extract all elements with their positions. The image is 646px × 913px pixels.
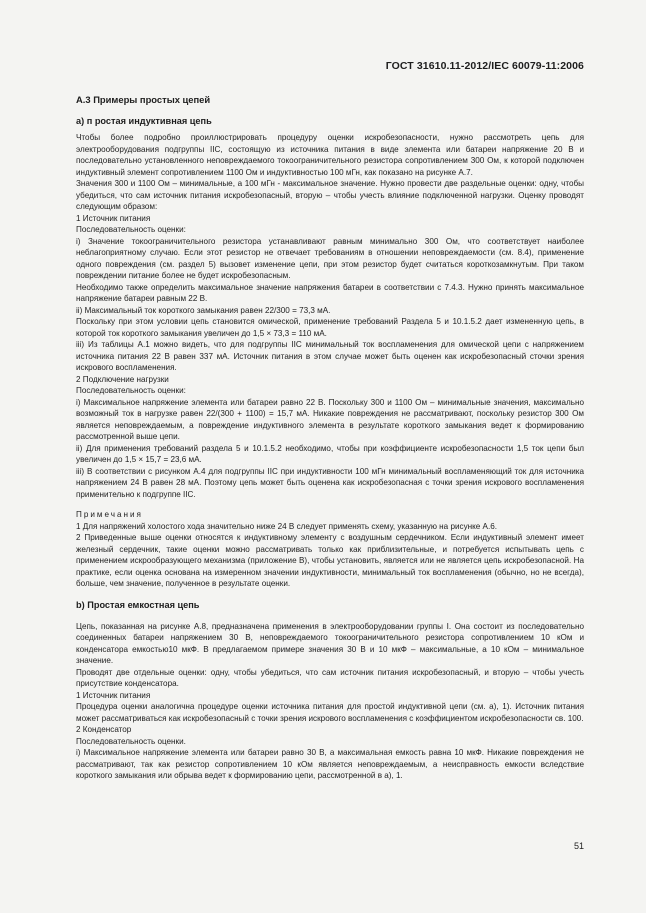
paragraph: Последовательность оценки: [76, 386, 186, 395]
paragraph: i) Значение токоограничительного резистора устанавливают равным минимально 300 Ом, что соответствует наиболее неблагоприятному случаю. Если этот резистор не отвечает требованиям в отношении неповреждаемости (см. 8.4), применение одного повреждения (см. раздел 5) вызовет изменение цепи, при этом резистор будет считаться короткозамкнутым. При таком повреждении питание более не будет искробезопасным. [76, 236, 584, 280]
paragraph: Последовательность оценки: [76, 225, 186, 234]
paragraph: iii) Из таблицы А.1 можно видеть, что для подгруппы IIC минимальный ток воспламенения для омической цепи с напряжением источника питания 22 В равен 337 мА. Источник питания в этом случае может быть оценен как искробезопасный сточки зрения искрового воспламенения. [76, 340, 584, 372]
paragraph: i) Максимальное напряжение элемента или батареи равно 30 В, а максимальная емкость равна 10 мкФ. Никакие повреждения не рассматривают, так как резистор сопротивлением 10 кОм является неповреждаемым, а неисправность емкости вследствие короткого замыкания или обрыва ведет к формированию цепи, рассмотренной в а), 1. [76, 748, 584, 780]
paragraph: i) Максимальное напряжение элемента или батареи равно 22 В. Поскольку 300 и 1100 Ом – минимальные значения, максимально возможный ток в нагрузке равен 22/(300 + 1100) = 15,7 мА. Никакие повреждения не рассматривают, поскольку резистор 300 Ом является неповреждаемым, а повреждение индуктивного элемента в результате короткого замыкания ведет к формированию рассмотренной выше цепи. [76, 397, 584, 441]
paragraph: Проводят две отдельные оценки: одну, чтобы убедиться, что сам источник питания искробезопасный, и вторую – чтобы учесть присутствие конденсатора. [76, 667, 584, 688]
note: 2 Приведенные выше оценки относятся к индуктивному элементу с воздушным сердечником. Если индуктивный элемент имеет железный сердечник, такие оценки можно рассматривать только как приблизительные, и потребуется испытывать цепь с применением искрообразующего механизма (приложение В), чтобы установить, является или не является цепь искробезопасной. На практике, если оценка основана на измеренном значении индуктивности, минимальный ток воспламенения (обычно, но не всегда), больше, чем значение, полученное в результате оценки. [76, 533, 584, 588]
paragraph: Процедура оценки аналогична процедуре оценки источника питания для простой индуктивной цепи (см. а), 1). Источник питания может рассматриваться как искробезопасный с точки зрения искрового воспламенения с коэффициентом искробезопасности св. 100. [76, 702, 584, 723]
paragraph: 1 Источник питания [76, 213, 151, 223]
note: 1 Для напряжений холостого хода значительно ниже 24 В следует применять схему, указанную на рисунке А.6. [76, 521, 497, 531]
page-number: 51 [573, 841, 584, 851]
paragraph: ii) Максимальный ток короткого замыкания равен 22/300 = 73,3 мА. [76, 305, 331, 315]
paragraph: Последовательность оценки. [76, 736, 186, 746]
subsection-b-title: b) Простая емкостная цепь [76, 599, 200, 610]
paragraph: Цепь, показанная на рисунке А.8, предназначена применения в электрооборудовании группы I. Она состоит из последовательно соединенных батареи напряжением 30 В, неповреждаемого токоограничительного резистора сопротивлением 10 кОм и конденсатора емкостью10 мкФ. В предлагаемом примере значения 30 В и 10 мкФ – максимальные, а 10 кОм – минимальное значение. [76, 621, 584, 665]
paragraph: iii) В соответствии с рисунком А.4 для подгруппы IIC при индуктивности 100 мГн минимальный воспламеняющий ток для источника напряжением 24 В равен 28 мА. Поэтому цепь может быть оценена как искробезопасная с точки зрения искрового воспламенения применительно к подгруппе IIC. [76, 466, 584, 499]
paragraph: 2 Подключение нагрузки [76, 374, 169, 384]
notes-title: Примечания [76, 510, 143, 519]
paragraph: Чтобы более подробно проиллюстрировать процедуру оценки искробезопасности, нужно рассмотреть цепь для электрооборудования подгруппы IIC, состоящую из источника питания в виде элемента или батареи напряжение 20 В и последовательно установленного неповреждаемого токоограничительного резистора сопротивлением 300 Ом, к которой подключен индуктивный элемент сопротивлением 1100 Ом и индуктивностью 100 мГн, как показано на рисунке А.7. [76, 133, 584, 177]
paragraph: ii) Для применения требований раздела 5 и 10.1.5.2 необходимо, чтобы при коэффициенте искробезопасности 1,5 ток цепи был увеличен до 1,5 × 15,7 = 23,6 мА. [76, 443, 584, 464]
document-body [76, 94, 584, 782]
paragraph: Значения 300 и 1100 Ом – минимальные, а 100 мГн - максимальное значение. Нужно провести две раздельные оценки: одну, чтобы убедиться, что сам источник питания искробезопасный, вторую – чтобы учесть влияние подключенной нагрузки. Оценку проводят следующим образом: [76, 179, 584, 211]
subsection-a-title: а) п ростая индуктивная цепь [76, 116, 212, 126]
section-title: А.3 Примеры простых цепей [76, 94, 211, 105]
document-header: ГОСТ 31610.11-2012/IEC 60079-11:2006 [385, 60, 584, 72]
paragraph: 2 Конденсатор [76, 725, 132, 734]
paragraph: Поскольку при этом условии цепь становится омической, применение требований Раздела 5 и 10.1.5.2 дает измененную цепь, в которой ток короткого замыкания увеличен до 1,5 × 73,3 = 110 мА. [76, 317, 584, 338]
paragraph: Необходимо также определить максимальное значение напряжения батареи в соответствии с 7.4.3. Нужно принять максимальное напряжение батареи равным 22 В. [76, 282, 584, 303]
paragraph: 1 Источник питания [76, 690, 151, 700]
